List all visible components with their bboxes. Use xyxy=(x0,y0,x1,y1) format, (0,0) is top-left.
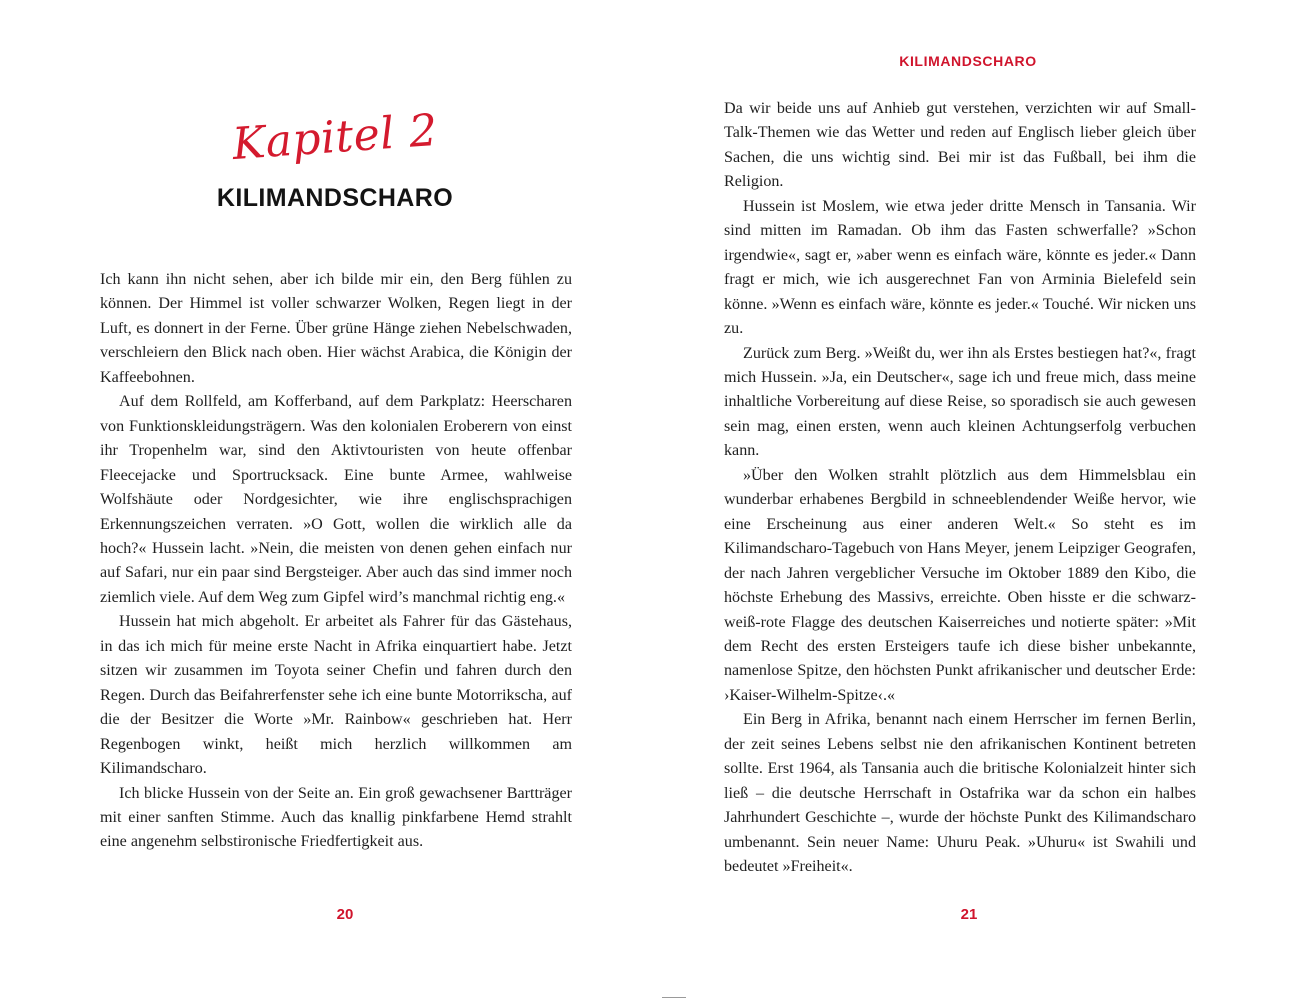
left-body-text xyxy=(100,268,572,855)
right-page xyxy=(648,0,1295,1000)
paragraph: Auf dem Rollfeld, am Kofferband, auf dem Parkplatz: Heerscharen von Funktionskleidungsträgern. Was den kolonialen Eroberern von einst ihr Tropenhelm war, sind den Aktivtouristen von heute offenbar Fleecejacke und Sportrucksack. Eine bunte Armee, wahlweise Wolfshäute oder Nordgesichter, wie ihre englischsprachigen Erkennungszeichen verraten. »O Gott, wollen die wirklich alle da hoch?« Hussein lacht. »Nein, die meisten von denen gehen einfach nur auf Safari, nur ein paar sind Bergsteiger. Aber auch das sind immer noch ziemlich viele. Auf dem Weg zum Gipfel wird’s manchmal richtig eng.« xyxy=(100,393,572,606)
chapter-label: Kapitel 2 xyxy=(230,104,440,171)
paragraph: Ich blicke Hussein von der Seite an. Ein groß gewachsener Bartträger mit einer sanften Stimme. Auch das knallig pinkfarbene Hemd strahlt eine angenehm selbstironische Friedfertigkeit aus. xyxy=(100,784,572,851)
paragraph: Zurück zum Berg. »Weißt du, wer ihn als Erstes bestiegen hat?«, fragt mich Hussein. »Ja, ein Deutscher«, sage ich und freue mich, dass meine inhaltliche Vorbereitung auf diese Reise, so sporadisch sie auch gewesen sein mag, einen ersten, wenn auch kleinen Achtungserfolg verbuchen kann. xyxy=(724,344,1196,460)
paragraph: Ich kann ihn nicht sehen, aber ich bilde mir ein, den Berg fühlen zu können. Der Himmel ist voller schwarzer Wolken, Regen liegt in der Luft, es donnert in der Ferne. Über grüne Hänge ziehen Nebelschwaden, verschleiern den Blick nach oben. Hier wächst Arabica, die Königin der Kaffeebohnen. xyxy=(100,271,572,386)
paragraph: »Über den Wolken strahlt plötzlich aus dem Himmelsblau ein wunderbar erhabenes Bergbild in schneeblendender Weiße hervor, wie eine Erscheinung aus einer anderen Welt.« So steht es im Kilimandscharo-Tagebuch von Hans Meyer, jenem Leipziger Geografen, der nach Jahren vergeblicher Versuche im Oktober 1889 den Kibo, die höchste Erhebung des Massivs, erreichte. Oben hisste er die schwarz-weiß-rote Flagge des deutschen Kaiserreiches und notierte später: »Mit dem Recht des ersten Ersteigers taufe ich diese bisher unbekannte, namenlose Spitze, den höchsten Punkt afrikanischer und deutscher Erde: ›Kaiser-Wilhelm-Spitze‹.« xyxy=(724,466,1196,704)
paragraph: Hussein hat mich abgeholt. Er arbeitet als Fahrer für das Gästehaus, in das ich mich für meine erste Nacht in Afrika einquartiert habe. Jetzt sitzen wir zusammen im Toyota seiner Chefin und fahren durch den Regen. Durch das Beifahrerfenster sehe ich eine bunte Motorrikscha, auf die der Besitzer die Worte »Mr. Rainbow« geschrieben hat. Herr Regenbogen winkt, heißt mich herzlich willkommen am Kilimandscharo. xyxy=(100,613,572,778)
right-body-text xyxy=(724,97,1196,880)
gutter-mark xyxy=(662,997,686,998)
paragraph: Ein Berg in Afrika, benannt nach einem Herrscher im fernen Berlin, der zeit seines Lebens selbst nie den afrikanischen Kontinent betreten sollte. Erst 1964, als Tansania auch die britische Kolonialzeit hinter sich ließ – die deutsche Herrschaft in Ostafrika war da schon ein halbes Jahrhundert Geschichte –, wurde der höchste Punkt des Kilimandscharo umbenannt. Sein neuer Name: Uhuru Peak. »Uhuru« ist Swahili und bedeutet »Freiheit«. xyxy=(724,711,1196,876)
page-number-left: 20 xyxy=(336,906,354,923)
left-page xyxy=(0,0,647,1000)
chapter-title: KILIMANDSCHARO xyxy=(216,184,454,212)
running-head: KILIMANDSCHARO xyxy=(899,53,1037,69)
paragraph: Da wir beide uns auf Anhieb gut verstehen, verzichten wir auf Small-Talk-Themen wie das Wetter und reden auf Englisch lieber gleich über Sachen, die uns wichtig sind. Bei mir ist das Fußball, bei ihm die Religion. xyxy=(724,100,1196,191)
page-number-right: 21 xyxy=(960,906,978,923)
paragraph: Hussein ist Moslem, wie etwa jeder dritte Mensch in Tansania. Wir sind mitten im Ramadan. Ob ihm das Fasten schwerfalle? »Schon irgendwie«, sagt er, »aber wenn es einfach wäre, könnte es jeder.« Dann fragt er mich, wie ich ausgerechnet Fan von Arminia Bielefeld sein könne. »Wenn es einfach wäre, könnte es jeder.« Touché. Wir nicken uns zu. xyxy=(724,197,1196,338)
